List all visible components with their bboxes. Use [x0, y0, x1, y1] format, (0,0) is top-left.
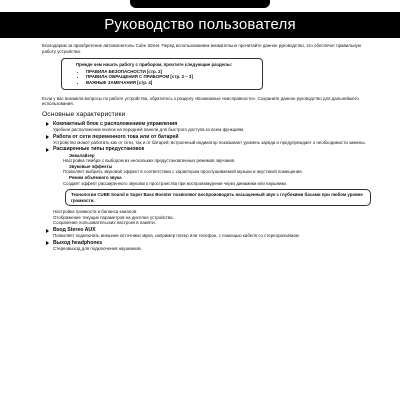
feature-heading: Работа от сети переменного тока или от батарей — [53, 133, 179, 140]
callout-box — [61, 58, 263, 89]
content — [42, 43, 367, 253]
feature-heading: Расширенные типы предустановок — [53, 146, 145, 153]
feature-item — [42, 240, 367, 252]
callout-item: • ПРАВИЛА ОБРАЩЕНИЯ С ПРИБОРОМ [стр. 2 – 3] — [86, 74, 257, 80]
bullet-triangle-icon — [46, 122, 49, 126]
note-box: Технологии CUBE Sound и Super Bass Booster позволяют воспроизводить насыщенный звук с глубокими басами при любом уровне громкости. — [65, 189, 371, 206]
subsection-heading: Звуковые эффекты — [69, 163, 113, 169]
subsection-text: Позволяет выбрать звуковой эффект в соответствии с характером прослушиваемой музыки и акустикой помещения. — [63, 169, 303, 175]
subsection-text: Настройка тембра с выбором из нескольких предустановленных режимов звучания. — [63, 158, 236, 164]
after-callout-paragraph: Если у вас возникли вопросы по работе устройства, обратитесь к разделу «Возможные неисправности». Сохраните данное руководство для дальнейшего использования. — [42, 95, 359, 107]
subsection-heading: Режим объёмного звука — [69, 174, 122, 180]
callout-heading: Прежде чем начать работу с прибором, прочтите следующие разделы: — [76, 62, 233, 68]
feature-text: Позволяет подключать внешние источники звука, например плеер или телефон, с помощью кабеля со стереоразъёмом. — [53, 233, 300, 239]
feature-text: Сохранение пользовательских настроек в памяти. — [53, 220, 156, 226]
feature-heading: Компактный блок с расположением управления — [53, 120, 178, 127]
callout-list — [76, 69, 257, 86]
feature-text: Настройка громкости и баланса каналов. — [53, 209, 138, 215]
feature-item — [42, 121, 367, 133]
feature-item — [42, 134, 367, 146]
feature-heading: Вход Stereo AUX — [53, 227, 96, 234]
feature-subsection — [63, 153, 371, 187]
subsection-heading: Эквалайзер — [69, 152, 95, 158]
feature-item — [42, 227, 367, 239]
section-title: Основные характеристики — [42, 110, 126, 118]
bullet-triangle-icon — [46, 148, 49, 152]
intro-paragraph: Благодарим за приобретение автомагнитолы Cube Street. Перед использованием внимательно прочитайте данное руководство, это обеспечит правильную работу устройства. — [42, 43, 362, 54]
bullet-triangle-icon — [46, 241, 49, 245]
callout-item: • ВАЖНЫЕ ЗАМЕЧАНИЯ [стр. 4] — [86, 80, 257, 86]
feature-text: Отображение текущих параметров на дисплее устройства. — [53, 214, 174, 220]
feature-heading: Выход headphones — [53, 239, 103, 246]
page-title: Руководство пользователя — [0, 12, 400, 38]
feature-text: Удобное расположение кнопок на передней панели для быстрого доступа ко всем функциям. — [53, 126, 245, 132]
subsection-text: Создаёт эффект расширенного звукового пространства при воспроизведении через динамики или наушники. — [63, 180, 288, 186]
feature-item — [42, 146, 367, 226]
logo-strip — [0, 0, 400, 10]
bullet-triangle-icon — [46, 229, 49, 233]
bullet-triangle-icon — [46, 135, 49, 139]
feature-text: Устройство может работать как от сети, так и от батарей; встроенный индикатор показывает уровень заряда и предупреждает о необходимости замены. — [53, 139, 366, 145]
brand-logo — [130, 0, 270, 8]
callout-item: • ПРАВИЛА БЕЗОПАСНОСТИ [стр. 2] — [86, 69, 257, 75]
feature-text: Стереовыход для подключения наушников. — [53, 246, 142, 252]
